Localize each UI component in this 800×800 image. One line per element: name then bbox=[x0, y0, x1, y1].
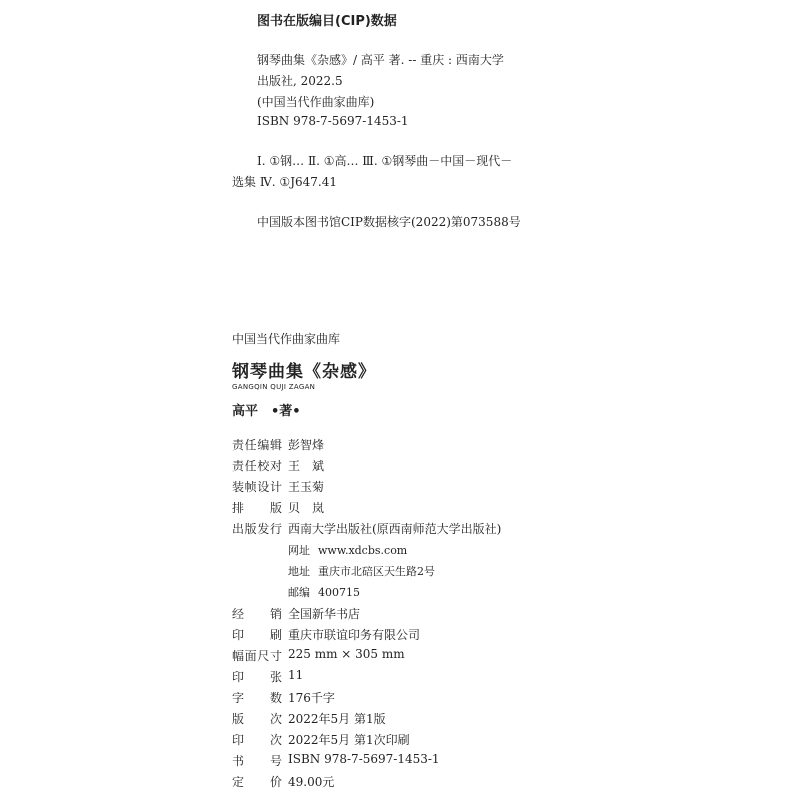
cip-series-line: (中国当代作曲家曲库) bbox=[257, 95, 375, 109]
contact-value: 400715 bbox=[318, 586, 360, 599]
publisher-contact-row bbox=[288, 563, 435, 579]
credit-value: 王 斌 bbox=[288, 459, 325, 473]
spec-value: 49.00元 bbox=[288, 775, 335, 789]
contact-label: 地址 bbox=[288, 565, 310, 578]
spec-label: 书 号 bbox=[232, 754, 282, 768]
cip-classification-line-2: 选集 Ⅳ. ①J647.41 bbox=[232, 175, 337, 189]
publisher-contact-row bbox=[288, 542, 407, 558]
credit-label: 责任校对 bbox=[232, 459, 282, 473]
spec-value: ISBN 978-7-5697-1453-1 bbox=[288, 752, 440, 766]
spec-label: 印 刷 bbox=[232, 628, 282, 642]
cip-title-line: 钢琴曲集《杂感》/ 高平 著. -- 重庆 : 西南大学 bbox=[257, 53, 504, 67]
credit-value: 西南大学出版社(原西南师范大学出版社) bbox=[288, 522, 502, 536]
cip-verification-line: 中国版本图书馆CIP数据核字(2022)第073588号 bbox=[257, 215, 521, 229]
publisher-contact-row bbox=[288, 584, 360, 600]
credit-value: 贝 岚 bbox=[288, 501, 325, 515]
spec-label: 印 次 bbox=[232, 733, 282, 747]
spec-value: 2022年5月 第1次印刷 bbox=[288, 733, 410, 747]
cip-isbn-line: ISBN 978-7-5697-1453-1 bbox=[257, 114, 409, 128]
contact-label: 网址 bbox=[288, 544, 310, 557]
spec-value: 重庆市联谊印务有限公司 bbox=[288, 628, 421, 642]
credit-value: 王玉菊 bbox=[288, 480, 325, 494]
contact-label: 邮编 bbox=[288, 586, 310, 599]
spec-value: 11 bbox=[288, 668, 304, 682]
spec-value: 176千字 bbox=[288, 691, 335, 705]
credit-label: 排 版 bbox=[232, 501, 282, 515]
book-title: 钢琴曲集《杂感》 bbox=[232, 362, 376, 382]
contact-value: www.xdcbs.com bbox=[318, 544, 408, 557]
spec-value: 全国新华书店 bbox=[288, 607, 361, 621]
spec-label: 定 价 bbox=[232, 775, 282, 789]
cip-heading: 图书在版编目(CIP)数据 bbox=[257, 14, 397, 29]
credit-value: 彭智烽 bbox=[288, 438, 325, 452]
cip-classification-line: Ⅰ. ①钢… Ⅱ. ①高… Ⅲ. ①钢琴曲－中国－现代－ bbox=[257, 154, 513, 168]
spec-value: 225 mm × 305 mm bbox=[288, 647, 405, 661]
spec-label: 字 数 bbox=[232, 691, 282, 705]
book-title-pinyin: GANGQIN QUJI ZAGAN bbox=[232, 383, 316, 391]
credit-label: 装帧设计 bbox=[232, 480, 282, 494]
spec-label: 经 销 bbox=[232, 607, 282, 621]
spec-label: 印 张 bbox=[232, 670, 282, 684]
spec-value: 2022年5月 第1版 bbox=[288, 712, 386, 726]
credit-label: 责任编辑 bbox=[232, 438, 282, 452]
spec-label: 版 次 bbox=[232, 712, 282, 726]
book-author: 高平 •著• bbox=[232, 404, 301, 419]
series-name: 中国当代作曲家曲库 bbox=[232, 332, 341, 346]
contact-value: 重庆市北碚区天生路2号 bbox=[318, 565, 435, 578]
credit-label: 出版发行 bbox=[232, 522, 282, 536]
spec-label: 幅面尺寸 bbox=[232, 649, 282, 663]
cip-publisher-line: 出版社, 2022.5 bbox=[257, 74, 343, 88]
